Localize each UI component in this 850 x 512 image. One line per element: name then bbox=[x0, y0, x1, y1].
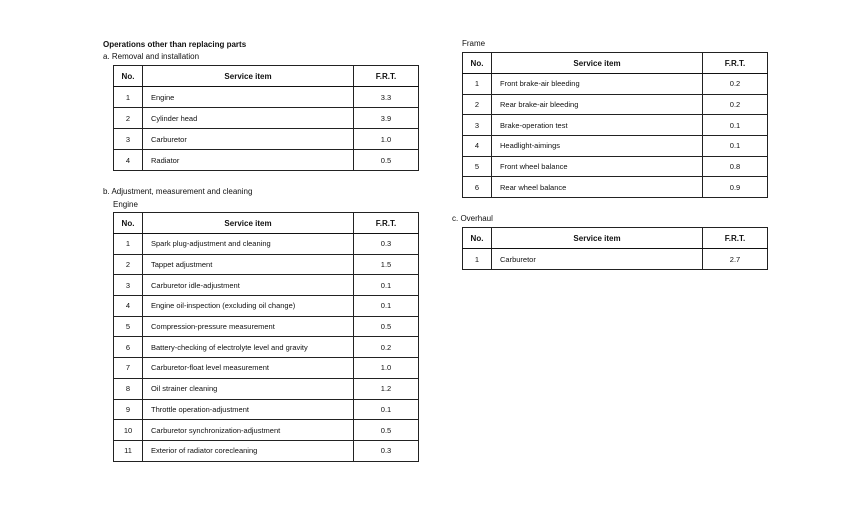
column-header-service-item: Service item bbox=[143, 66, 354, 87]
table-row bbox=[114, 420, 419, 441]
column-header-service-item: Service item bbox=[492, 53, 703, 74]
table-row bbox=[114, 399, 419, 420]
frt-value: 0.9 bbox=[703, 177, 768, 198]
row-number: 9 bbox=[114, 399, 143, 420]
row-number: 3 bbox=[114, 129, 143, 150]
row-number: 4 bbox=[463, 136, 492, 157]
column-header-frt: F.R.T. bbox=[703, 53, 768, 74]
adjustment-engine-table bbox=[113, 212, 419, 462]
section-b-title: b. Adjustment, measurement and cleaning bbox=[103, 187, 253, 196]
table-row bbox=[114, 296, 419, 317]
column-header-no: No. bbox=[114, 66, 143, 87]
frt-value: 0.5 bbox=[354, 316, 419, 337]
row-number: 2 bbox=[463, 94, 492, 115]
frt-value: 1.5 bbox=[354, 254, 419, 275]
table-row bbox=[463, 115, 768, 136]
service-item: Carburetor-float level measurement bbox=[143, 358, 354, 379]
row-number: 3 bbox=[114, 275, 143, 296]
service-item: Carburetor bbox=[143, 129, 354, 150]
row-number: 7 bbox=[114, 358, 143, 379]
row-number: 6 bbox=[463, 177, 492, 198]
column-header-service-item: Service item bbox=[492, 228, 703, 249]
frt-value: 0.1 bbox=[703, 115, 768, 136]
row-number: 8 bbox=[114, 378, 143, 399]
service-item: Carburetor idle-adjustment bbox=[143, 275, 354, 296]
service-item: Brake-operation test bbox=[492, 115, 703, 136]
table-row bbox=[114, 358, 419, 379]
row-number: 1 bbox=[114, 87, 143, 108]
frt-value: 0.5 bbox=[354, 420, 419, 441]
frt-value: 0.1 bbox=[354, 275, 419, 296]
service-item: Tappet adjustment bbox=[143, 254, 354, 275]
table-row bbox=[114, 440, 419, 461]
service-item: Battery-checking of electrolyte level and gravity bbox=[143, 337, 354, 358]
table-row bbox=[463, 136, 768, 157]
header-row bbox=[114, 213, 419, 234]
row-number: 6 bbox=[114, 337, 143, 358]
table-row bbox=[463, 74, 768, 95]
row-number: 1 bbox=[463, 74, 492, 95]
service-item: Engine bbox=[143, 87, 354, 108]
table-row bbox=[463, 177, 768, 198]
table-row bbox=[114, 108, 419, 129]
column-header-no: No. bbox=[463, 228, 492, 249]
row-number: 2 bbox=[114, 108, 143, 129]
table-row bbox=[463, 249, 768, 270]
frt-value: 0.2 bbox=[703, 74, 768, 95]
frt-value: 0.1 bbox=[354, 399, 419, 420]
row-number: 1 bbox=[114, 234, 143, 255]
frt-value: 0.2 bbox=[703, 94, 768, 115]
service-item: Compression-pressure measurement bbox=[143, 316, 354, 337]
frt-value: 0.1 bbox=[354, 296, 419, 317]
row-number: 3 bbox=[463, 115, 492, 136]
table-row bbox=[114, 378, 419, 399]
row-number: 4 bbox=[114, 296, 143, 317]
row-number: 4 bbox=[114, 150, 143, 171]
table-row bbox=[114, 337, 419, 358]
header-row bbox=[463, 53, 768, 74]
table-row bbox=[114, 87, 419, 108]
frt-value: 0.3 bbox=[354, 234, 419, 255]
service-item: Rear wheel balance bbox=[492, 177, 703, 198]
row-number: 5 bbox=[114, 316, 143, 337]
column-header-frt: F.R.T. bbox=[703, 228, 768, 249]
table-row bbox=[114, 150, 419, 171]
header-row bbox=[114, 66, 419, 87]
table-row bbox=[114, 316, 419, 337]
frt-value: 1.2 bbox=[354, 378, 419, 399]
frt-value: 0.5 bbox=[354, 150, 419, 171]
header-row bbox=[463, 228, 768, 249]
table-row bbox=[114, 254, 419, 275]
row-number: 5 bbox=[463, 156, 492, 177]
removal-installation-table bbox=[113, 65, 419, 171]
service-item: Oil strainer cleaning bbox=[143, 378, 354, 399]
column-header-no: No. bbox=[463, 53, 492, 74]
frame-title: Frame bbox=[462, 39, 486, 48]
frt-value: 3.3 bbox=[354, 87, 419, 108]
row-number: 10 bbox=[114, 420, 143, 441]
service-item: Radiator bbox=[143, 150, 354, 171]
row-number: 1 bbox=[463, 249, 492, 270]
service-item: Headlight-aimings bbox=[492, 136, 703, 157]
service-item: Exterior of radiator corecleaning bbox=[143, 440, 354, 461]
service-item: Throttle operation-adjustment bbox=[143, 399, 354, 420]
table-row bbox=[114, 129, 419, 150]
frt-value: 3.9 bbox=[354, 108, 419, 129]
section-c-title: c. Overhaul bbox=[452, 214, 493, 223]
frt-value: 0.3 bbox=[354, 440, 419, 461]
frt-value: 0.8 bbox=[703, 156, 768, 177]
service-item: Front wheel balance bbox=[492, 156, 703, 177]
service-item: Engine oil-inspection (excluding oil change) bbox=[143, 296, 354, 317]
row-number: 11 bbox=[114, 440, 143, 461]
frame-table bbox=[462, 52, 768, 198]
service-item: Spark plug-adjustment and cleaning bbox=[143, 234, 354, 255]
page-heading: Operations other than replacing parts bbox=[103, 40, 247, 49]
frt-value: 1.0 bbox=[354, 358, 419, 379]
column-header-frt: F.R.T. bbox=[354, 66, 419, 87]
service-item: Carburetor synchronization-adjustment bbox=[143, 420, 354, 441]
service-item: Cylinder head bbox=[143, 108, 354, 129]
row-number: 2 bbox=[114, 254, 143, 275]
table-row bbox=[463, 156, 768, 177]
section-b-subtitle: Engine bbox=[113, 200, 138, 209]
service-item: Rear brake-air bleeding bbox=[492, 94, 703, 115]
table-row bbox=[463, 94, 768, 115]
frt-value: 2.7 bbox=[703, 249, 768, 270]
frt-value: 1.0 bbox=[354, 129, 419, 150]
frt-value: 0.1 bbox=[703, 136, 768, 157]
overhaul-table bbox=[462, 227, 768, 270]
table-row bbox=[114, 234, 419, 255]
column-header-service-item: Service item bbox=[143, 213, 354, 234]
frt-value: 0.2 bbox=[354, 337, 419, 358]
table-row bbox=[114, 275, 419, 296]
column-header-no: No. bbox=[114, 213, 143, 234]
column-header-frt: F.R.T. bbox=[354, 213, 419, 234]
section-a-title: a. Removal and installation bbox=[103, 52, 200, 61]
service-item: Carburetor bbox=[492, 249, 703, 270]
service-item: Front brake-air bleeding bbox=[492, 74, 703, 95]
